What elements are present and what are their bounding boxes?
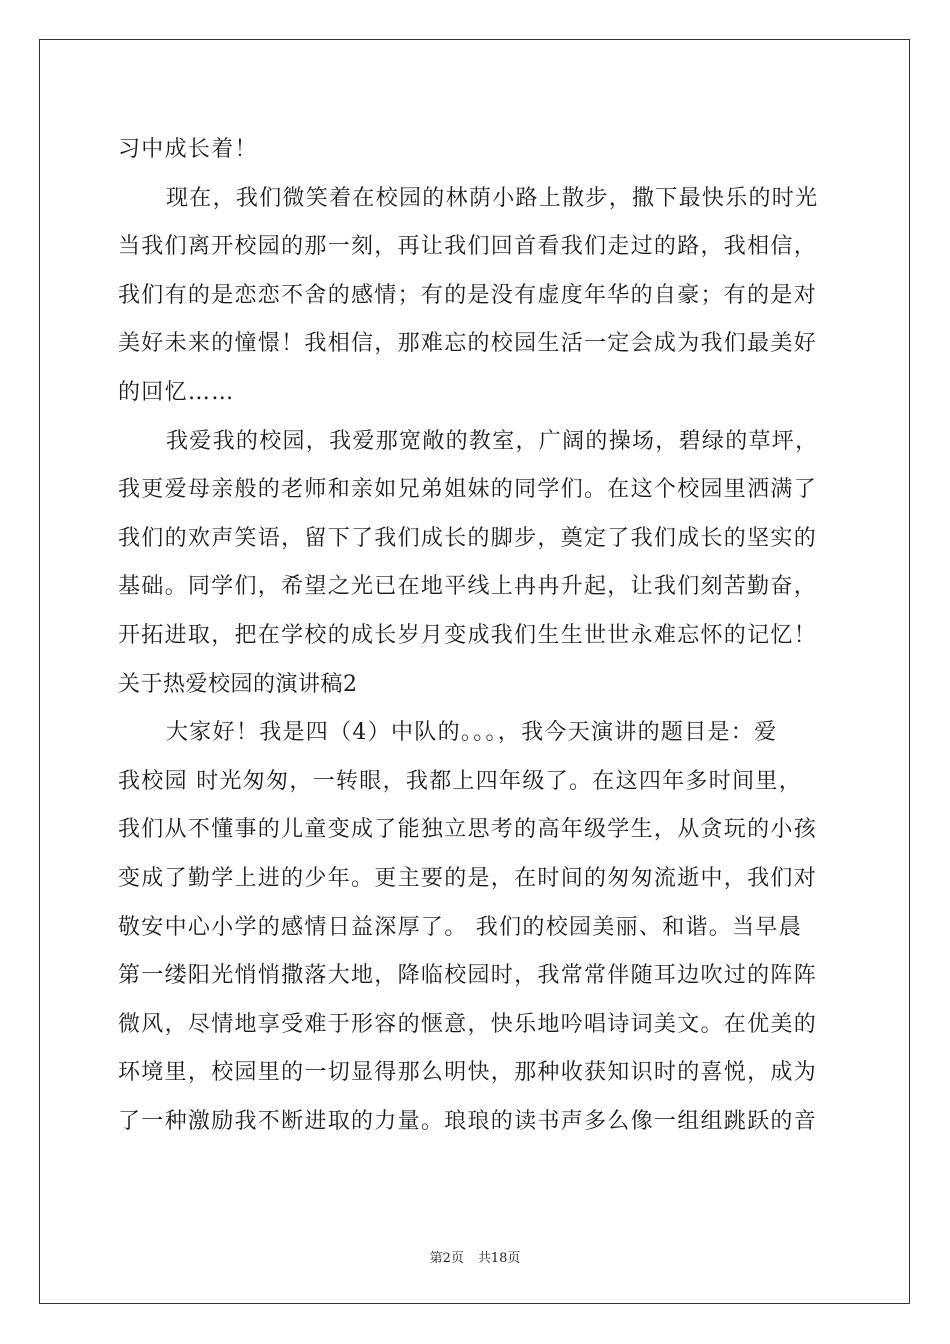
text-line: 我们从不懂事的儿童变成了能独立思考的高年级学生，从贪玩的小孩	[118, 817, 818, 843]
text-line: 基础。同学们，希望之光已在地平线上冉冉升起，让我们刻苦勤奋，	[118, 574, 818, 600]
paragraph-start-line: 我爱我的校园，我爱那宽敞的教室，广阔的操场，碧绿的草坪，	[166, 428, 819, 454]
page-total: 共18页	[477, 1251, 521, 1266]
paragraph-start-line: 大家好！我是四（4）中队的。。。，我今天演讲的题目是：爱	[166, 720, 778, 746]
page-footer	[0, 1247, 950, 1266]
text-line: 敬安中心小学的感情日益深厚了。 我们的校园美丽、和谐。当早晨	[118, 914, 802, 940]
text-line: 了一种激励我不断进取的力量。琅琅的读书声多么像一组组跳跃的音	[118, 1108, 818, 1134]
paragraph-start-line: 现在，我们微笑着在校园的林荫小路上散步，撒下最快乐的时光	[166, 185, 819, 211]
text-line: 我们有的是恋恋不舍的感情；有的是没有虚度年华的自豪；有的是对	[118, 282, 818, 308]
text-line: 习中成长着！	[118, 137, 258, 162]
text-line: 我更爱母亲般的老师和亲如兄弟姐妹的同学们。在这个校园里洒满了	[118, 477, 818, 503]
text-line: 环境里，校园里的一切显得那么明快，那种收获知识时的喜悦，成为	[118, 1060, 818, 1086]
text-line: 变成了勤学上进的少年。更主要的是，在时间的匆匆流逝中，我们对	[118, 865, 818, 891]
text-line: 我校园 时光匆匆，一转眼，我都上四年级了。在这四年多时间里，	[118, 768, 802, 794]
text-line: 开拓进取，把在学校的成长岁月变成我们生生世世永难忘怀的记忆！	[118, 622, 818, 648]
text-line: 的回忆……	[118, 379, 235, 405]
document-body	[118, 126, 834, 1146]
page-number: 第2页	[429, 1251, 464, 1266]
section-heading: 关于热爱校园的演讲稿2	[118, 671, 358, 697]
text-line: 我们的欢声笑语，留下了我们成长的脚步，奠定了我们成长的坚实的	[118, 525, 818, 551]
text-line: 第一缕阳光悄悄撒落大地，降临校园时，我常常伴随耳边吹过的阵阵	[118, 963, 818, 989]
text-line: 当我们离开校园的那一刻，再让我们回首看我们走过的路，我相信，	[118, 234, 818, 260]
text-line: 美好未来的憧憬！我相信，那难忘的校园生活一定会成为我们最美好	[118, 331, 818, 357]
text-line: 微风，尽情地享受难于形容的惬意，快乐地吟唱诗词美文。在优美的	[118, 1011, 818, 1037]
